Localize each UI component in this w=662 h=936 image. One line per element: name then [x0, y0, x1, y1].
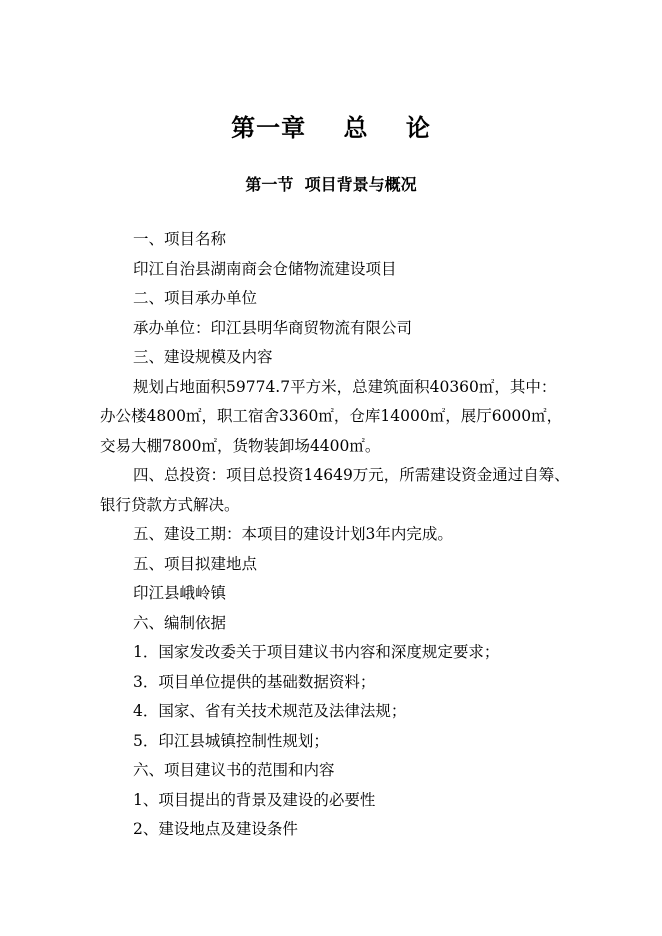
heading-site-location: 五、项目拟建地点 — [133, 554, 258, 573]
heading-undertaking-unit: 二、项目承办单位 — [133, 289, 258, 307]
heading-project-name: 一、项目名称 — [133, 230, 227, 248]
project-name-text: 印江自治县湖南商会仓储物流建设项目 — [133, 259, 397, 278]
section-title: 第一节 项目背景与概况 — [245, 175, 417, 194]
basis-item-5: 5．印江县城镇控制性规划； — [133, 731, 329, 750]
document-body — [100, 225, 570, 845]
heading-scope-content: 六、项目建议书的范围和内容 — [133, 761, 335, 779]
undertaking-unit-text: 承办单位：印江县明华商贸物流有限公司 — [133, 318, 413, 337]
site-location-text: 印江县峨岭镇 — [133, 584, 227, 602]
scope-item-2: 2、建设地点及建设条件 — [133, 820, 298, 838]
construction-scale-text: 规划占地面积59774.7平方米，总建筑面积40360㎡，其中：办公楼4800㎡，职工宿舍3360㎡，仓库14000㎡，展厅6000㎡，交易大棚7800㎡，货物装卸场4400㎡。 — [100, 377, 563, 455]
basis-item-1: 1．国家发改委关于项目建议书内容和深度规定要求； — [133, 643, 500, 661]
basis-item-3: 3．项目单位提供的基础数据资料； — [133, 672, 376, 691]
total-investment-text: 四、总投资：项目总投资14649万元，所需建设资金通过自筹、银行贷款方式解决。 — [100, 466, 570, 514]
heading-construction-scale: 三、建设规模及内容 — [133, 348, 273, 366]
basis-item-4: 4．国家、省有关技术规范及法律法规； — [133, 702, 407, 720]
heading-compilation-basis: 六、编制依据 — [133, 613, 227, 632]
construction-period-text: 五、建设工期：本项目的建设计划3年内完成。 — [133, 525, 453, 543]
scope-item-1: 1、项目提出的背景及建设的必要性 — [133, 790, 376, 809]
chapter-title: 第一章 总 论 — [231, 113, 431, 142]
